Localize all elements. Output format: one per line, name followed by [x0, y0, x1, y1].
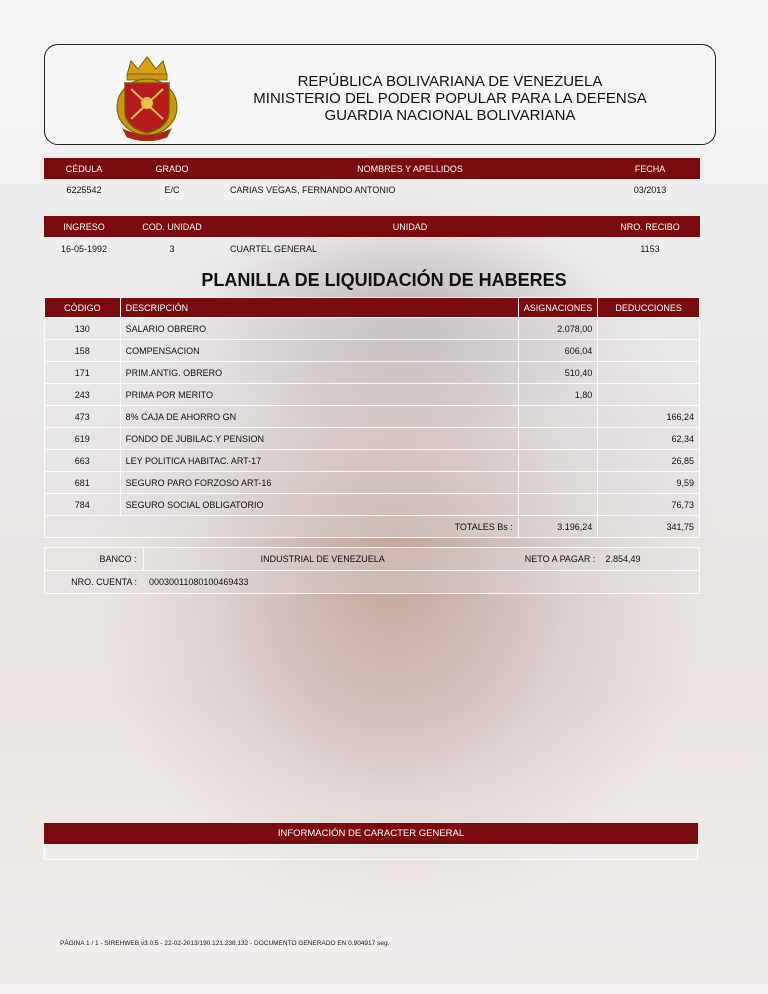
cedula-value: 6225542 — [66, 185, 102, 195]
row-desc: SEGURO SOCIAL OBLIGATORIO — [120, 494, 518, 516]
total-asignaciones: 3.196,24 — [518, 516, 598, 538]
row-ded — [598, 384, 700, 406]
page-title: PLANILLA DE LIQUIDACIÓN DE HABERES — [201, 270, 567, 290]
row-code: 473 — [45, 406, 121, 428]
row-desc: 8% CAJA DE AHORRO GN — [120, 406, 518, 428]
cedula-header: CÉDULA — [65, 163, 103, 174]
row-ded: 166,24 — [598, 406, 700, 428]
row-desc: SALARIO OBRERO — [120, 318, 518, 340]
row-ded — [598, 340, 700, 362]
totals-row — [45, 516, 700, 538]
row-desc: COMPENSACION — [120, 340, 518, 362]
row-desc: PRIMA POR MERITO — [120, 384, 518, 406]
info-header-1 — [44, 158, 700, 179]
total-deducciones: 341,75 — [598, 516, 700, 538]
header-box — [44, 44, 716, 145]
row-ded — [598, 362, 700, 384]
table-row — [45, 340, 700, 362]
asignaciones-header: ASIGNACIONES — [518, 298, 598, 318]
cod-unidad-header: COD. UNIDAD — [142, 221, 202, 232]
header-line-3: GUARDIA NACIONAL BOLIVARIANA — [324, 107, 576, 124]
table-row — [45, 318, 700, 340]
row-asig — [518, 428, 598, 450]
fecha-value: 03/2013 — [633, 185, 667, 195]
row-code: 130 — [45, 318, 121, 340]
info-values-1 — [44, 182, 700, 198]
table-header-row — [45, 298, 700, 318]
row-ded: 62,34 — [598, 428, 700, 450]
codigo-header: CÓDIGO — [45, 298, 121, 318]
banco-label: BANCO : — [99, 554, 137, 564]
grado-value: E/C — [164, 185, 180, 195]
row-asig — [518, 450, 598, 472]
totals-label: TOTALES Bs : — [45, 516, 519, 538]
row-asig: 606,04 — [518, 340, 598, 362]
table-row — [45, 406, 700, 428]
row-asig — [518, 472, 598, 494]
row-asig: 2.078,00 — [518, 318, 598, 340]
nro-recibo-header: NRO. RECIBO — [620, 221, 680, 232]
general-info-header: INFORMACIÓN DE CARACTER GENERAL — [44, 823, 698, 844]
row-code: 681 — [45, 472, 121, 494]
row-desc: SEGURO PARO FORZOSO ART-16 — [120, 472, 518, 494]
table-row — [45, 362, 700, 384]
neto-value: 2.854,49 — [605, 554, 641, 564]
ingreso-header: INGRESO — [63, 221, 105, 232]
fecha-header: FECHA — [634, 163, 666, 174]
unidad-value: CUARTEL GENERAL — [230, 244, 318, 254]
header-title — [185, 73, 715, 124]
ingreso-value: 16-05-1992 — [60, 244, 108, 254]
row-code: 784 — [45, 494, 121, 516]
table-row — [45, 450, 700, 472]
banco-value: INDUSTRIAL DE VENEZUELA — [143, 548, 502, 570]
row-desc: FONDO DE JUBILAC.Y PENSION — [120, 428, 518, 450]
row-asig: 510,40 — [518, 362, 598, 384]
row-ded: 26,85 — [598, 450, 700, 472]
row-ded: 76,73 — [598, 494, 700, 516]
row-code: 619 — [45, 428, 121, 450]
general-info-body — [44, 844, 698, 860]
row-code: 158 — [45, 340, 121, 362]
footer-note: PÁGINA 1 / 1 - SIREHWEB v3.0.5 - 22-02-2013/190.121.238.132 - DOCUMENTO GENERADO EN 0.904917 seg. — [60, 940, 390, 947]
table-row — [45, 384, 700, 406]
neto-label: NETO A PAGAR : — [524, 554, 596, 564]
row-code: 663 — [45, 450, 121, 472]
row-desc: LEY POLITICA HABITAC. ART-17 — [120, 450, 518, 472]
row-asig — [518, 406, 598, 428]
nro-recibo-value: 1153 — [640, 244, 660, 254]
cuenta-value: 00030011080100469433 — [149, 577, 249, 587]
descripcion-header: DESCRIPCIÓN — [120, 298, 518, 318]
info-values-2 — [44, 241, 700, 257]
coat-of-arms-icon — [109, 53, 185, 141]
unidad-header: UNIDAD — [392, 221, 428, 232]
row-ded: 9,59 — [598, 472, 700, 494]
cuenta-label: NRO. CUENTA : — [71, 577, 137, 587]
table-row — [45, 494, 700, 516]
table-row — [45, 428, 700, 450]
nombres-header: NOMBRES Y APELLIDOS — [357, 163, 463, 174]
header-line-2: MINISTERIO DEL PODER POPULAR PARA LA DEFENSA — [253, 90, 647, 107]
grado-header: GRADO — [155, 163, 189, 174]
header-line-1: REPÚBLICA BOLIVARIANA DE VENEZUELA — [297, 73, 603, 90]
row-desc: PRIM.ANTIG. OBRERO — [120, 362, 518, 384]
row-asig — [518, 494, 598, 516]
cuenta-row — [44, 571, 700, 594]
deducciones-header: DEDUCCIONES — [598, 298, 700, 318]
table-row — [45, 472, 700, 494]
bank-row — [44, 547, 700, 571]
nombres-value: CARIAS VEGAS, FERNANDO ANTONIO — [230, 185, 396, 195]
items-table — [44, 297, 700, 538]
bank-section — [44, 547, 700, 593]
row-asig: 1,80 — [518, 384, 598, 406]
row-ded — [598, 318, 700, 340]
info-header-2 — [44, 216, 700, 237]
row-code: 243 — [45, 384, 121, 406]
cod-unidad-value: 3 — [169, 244, 175, 254]
row-code: 171 — [45, 362, 121, 384]
